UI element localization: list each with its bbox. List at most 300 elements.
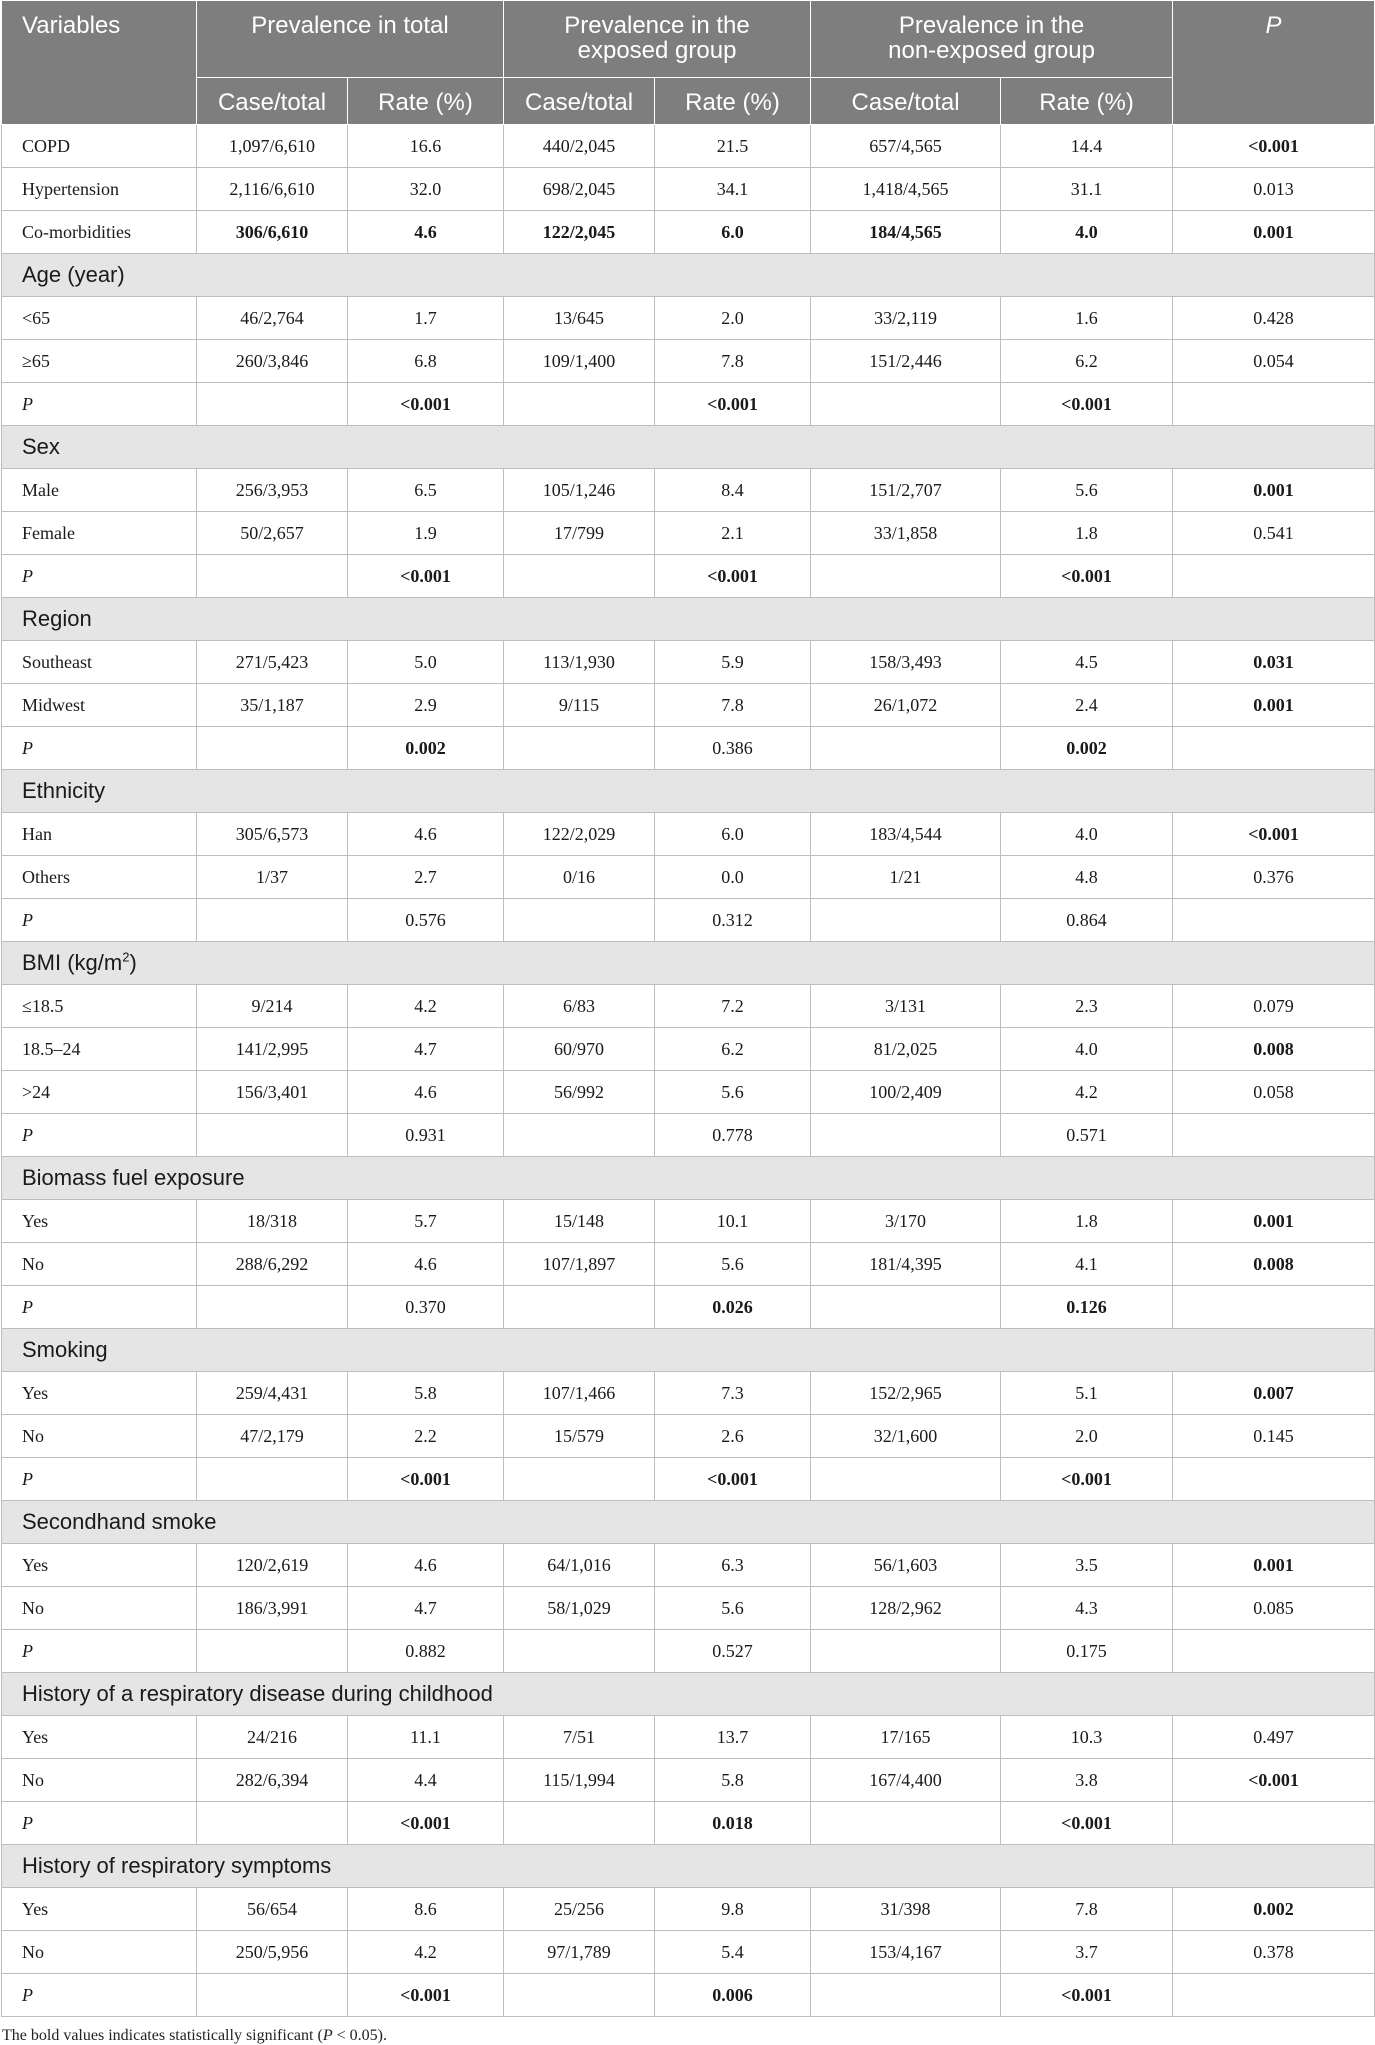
section-title: [2, 426, 1375, 469]
section-title-text: Ethnicity: [22, 778, 106, 803]
cell-r3: 2.0: [1001, 1415, 1173, 1458]
cell-r1: 4.6: [348, 1071, 504, 1114]
cell-p: 0.008: [1173, 1243, 1375, 1286]
cell-c1: 2,116/6,610: [197, 168, 348, 211]
row-label: <65: [2, 297, 197, 340]
cell-r3: 1.8: [1001, 1200, 1173, 1243]
table-row: [2, 684, 1375, 727]
cell-r1: 4.7: [348, 1587, 504, 1630]
cell-c1: [197, 899, 348, 942]
section-row: [2, 1845, 1375, 1888]
cell-r2: <0.001: [655, 383, 811, 426]
row-label: P: [2, 727, 197, 770]
cell-p: <0.001: [1173, 1759, 1375, 1802]
cell-c1: 156/3,401: [197, 1071, 348, 1114]
cell-r2: 5.6: [655, 1071, 811, 1114]
section-title-text: Age (year): [22, 262, 125, 287]
cell-r2: 0.026: [655, 1286, 811, 1329]
cell-r2: 0.778: [655, 1114, 811, 1157]
section-title-text: BMI (kg/m: [22, 950, 123, 975]
cell-c2: 60/970: [504, 1028, 655, 1071]
table-row: [2, 555, 1375, 598]
table-row: [2, 856, 1375, 899]
cell-c1: 305/6,573: [197, 813, 348, 856]
row-label: No: [2, 1587, 197, 1630]
cell-c1: [197, 1458, 348, 1501]
row-label: P: [2, 555, 197, 598]
cell-r3: <0.001: [1001, 1458, 1173, 1501]
cell-c2: [504, 1974, 655, 2017]
cell-c1: 1/37: [197, 856, 348, 899]
row-label: >24: [2, 1071, 197, 1114]
cell-c2: 113/1,930: [504, 641, 655, 684]
cell-r3: 10.3: [1001, 1716, 1173, 1759]
cell-p: 0.054: [1173, 340, 1375, 383]
cell-r2: 0.0: [655, 856, 811, 899]
cell-c2: [504, 555, 655, 598]
cell-c1: 120/2,619: [197, 1544, 348, 1587]
section-row: [2, 1501, 1375, 1544]
cell-r3: 3.8: [1001, 1759, 1173, 1802]
cell-r2: 5.8: [655, 1759, 811, 1802]
cell-r1: <0.001: [348, 1974, 504, 2017]
cell-c1: 250/5,956: [197, 1931, 348, 1974]
cell-c3: 167/4,400: [811, 1759, 1001, 1802]
row-label: P: [2, 1630, 197, 1673]
cell-c2: 107/1,466: [504, 1372, 655, 1415]
cell-c3: 153/4,167: [811, 1931, 1001, 1974]
cell-c3: 100/2,409: [811, 1071, 1001, 1114]
section-title-text: Biomass fuel exposure: [22, 1165, 245, 1190]
table-body: [2, 125, 1375, 2017]
row-label: P: [2, 1114, 197, 1157]
cell-c2: [504, 1286, 655, 1329]
cell-r3: 31.1: [1001, 168, 1173, 211]
table-row: [2, 1071, 1375, 1114]
cell-c1: [197, 1286, 348, 1329]
row-label: Yes: [2, 1716, 197, 1759]
cell-r1: 16.6: [348, 125, 504, 168]
section-row: [2, 770, 1375, 813]
cell-p: [1173, 1114, 1375, 1157]
cell-r2: 13.7: [655, 1716, 811, 1759]
cell-r1: 1.7: [348, 297, 504, 340]
cell-r3: 4.5: [1001, 641, 1173, 684]
cell-r3: 4.0: [1001, 813, 1173, 856]
section-title: [2, 1845, 1375, 1888]
cell-c3: 3/170: [811, 1200, 1001, 1243]
cell-c2: 0/16: [504, 856, 655, 899]
cell-r1: 0.882: [348, 1630, 504, 1673]
cell-r3: <0.001: [1001, 555, 1173, 598]
cell-r2: 6.3: [655, 1544, 811, 1587]
cell-c2: 58/1,029: [504, 1587, 655, 1630]
cell-c2: [504, 899, 655, 942]
cell-c2: 7/51: [504, 1716, 655, 1759]
cell-r3: <0.001: [1001, 383, 1173, 426]
cell-c1: [197, 1974, 348, 2017]
row-label: Yes: [2, 1200, 197, 1243]
section-title: [2, 1501, 1375, 1544]
cell-c3: 657/4,565: [811, 125, 1001, 168]
cell-r2: 6.2: [655, 1028, 811, 1071]
cell-r2: 10.1: [655, 1200, 811, 1243]
cell-c2: 15/579: [504, 1415, 655, 1458]
cell-p: 0.007: [1173, 1372, 1375, 1415]
cell-c2: 9/115: [504, 684, 655, 727]
cell-c1: 1,097/6,610: [197, 125, 348, 168]
row-label: Yes: [2, 1544, 197, 1587]
cell-r2: 2.0: [655, 297, 811, 340]
prevalence-table: [1, 0, 1375, 2017]
cell-p: <0.001: [1173, 813, 1375, 856]
table-row: [2, 1028, 1375, 1071]
table-row: [2, 1587, 1375, 1630]
cell-p: 0.085: [1173, 1587, 1375, 1630]
cell-r3: <0.001: [1001, 1974, 1173, 2017]
cell-r3: 4.0: [1001, 211, 1173, 254]
cell-r3: 4.8: [1001, 856, 1173, 899]
table-row: [2, 727, 1375, 770]
cell-c2: [504, 727, 655, 770]
cell-r1: 6.5: [348, 469, 504, 512]
row-label: Others: [2, 856, 197, 899]
cell-p: 0.031: [1173, 641, 1375, 684]
header-nonexposed: [811, 1, 1173, 78]
cell-r1: 0.576: [348, 899, 504, 942]
section-row: [2, 426, 1375, 469]
row-label: P: [2, 1974, 197, 2017]
row-label: Midwest: [2, 684, 197, 727]
table-row: [2, 512, 1375, 555]
cell-c3: [811, 727, 1001, 770]
table-row: [2, 211, 1375, 254]
table-row: [2, 1544, 1375, 1587]
section-row: [2, 598, 1375, 641]
cell-c1: 186/3,991: [197, 1587, 348, 1630]
row-label: No: [2, 1931, 197, 1974]
cell-c3: 56/1,603: [811, 1544, 1001, 1587]
section-title-text: History of a respiratory disease during childhood: [22, 1681, 493, 1706]
cell-r3: 0.571: [1001, 1114, 1173, 1157]
cell-r3: 5.6: [1001, 469, 1173, 512]
cell-r1: 32.0: [348, 168, 504, 211]
cell-r1: 2.7: [348, 856, 504, 899]
cell-c3: 31/398: [811, 1888, 1001, 1931]
cell-c3: 32/1,600: [811, 1415, 1001, 1458]
cell-r2: 7.3: [655, 1372, 811, 1415]
section-title-after: ): [129, 950, 137, 975]
cell-p: [1173, 899, 1375, 942]
cell-r1: <0.001: [348, 555, 504, 598]
header-exposed: [504, 1, 811, 78]
cell-p: [1173, 727, 1375, 770]
cell-c1: 35/1,187: [197, 684, 348, 727]
cell-c3: 184/4,565: [811, 211, 1001, 254]
cell-r1: 4.6: [348, 813, 504, 856]
section-row: [2, 942, 1375, 985]
cell-c2: 440/2,045: [504, 125, 655, 168]
header-rate: Rate (%): [1001, 78, 1173, 125]
cell-c3: [811, 1458, 1001, 1501]
cell-c1: 271/5,423: [197, 641, 348, 684]
header-p: P: [1173, 1, 1375, 125]
section-title: [2, 598, 1375, 641]
table-row: [2, 1372, 1375, 1415]
cell-r1: 5.0: [348, 641, 504, 684]
cell-r2: 2.6: [655, 1415, 811, 1458]
cell-c1: 259/4,431: [197, 1372, 348, 1415]
cell-r3: 3.5: [1001, 1544, 1173, 1587]
row-label: P: [2, 1802, 197, 1845]
cell-p: [1173, 555, 1375, 598]
cell-c3: [811, 1630, 1001, 1673]
header-case-total: Case/total: [197, 78, 348, 125]
cell-r3: 1.8: [1001, 512, 1173, 555]
cell-p: 0.428: [1173, 297, 1375, 340]
section-title: [2, 254, 1375, 297]
header-nonexposed-line2: non-exposed group: [888, 37, 1095, 64]
cell-r3: 0.126: [1001, 1286, 1173, 1329]
cell-p: 0.002: [1173, 1888, 1375, 1931]
cell-r1: <0.001: [348, 383, 504, 426]
cell-c1: 9/214: [197, 985, 348, 1028]
cell-c2: 17/799: [504, 512, 655, 555]
cell-c2: 105/1,246: [504, 469, 655, 512]
cell-r1: 2.2: [348, 1415, 504, 1458]
row-label: Han: [2, 813, 197, 856]
cell-c2: [504, 1458, 655, 1501]
cell-p: 0.001: [1173, 684, 1375, 727]
table-row: [2, 1200, 1375, 1243]
cell-c2: [504, 1802, 655, 1845]
row-label: ≥65: [2, 340, 197, 383]
cell-c1: 47/2,179: [197, 1415, 348, 1458]
row-label: Yes: [2, 1888, 197, 1931]
cell-r2: 8.4: [655, 469, 811, 512]
cell-r3: 2.4: [1001, 684, 1173, 727]
cell-c2: [504, 1630, 655, 1673]
row-label: P: [2, 1286, 197, 1329]
row-label: No: [2, 1415, 197, 1458]
cell-p: 0.497: [1173, 1716, 1375, 1759]
table-row: [2, 1802, 1375, 1845]
cell-r3: 4.0: [1001, 1028, 1173, 1071]
cell-r3: 4.2: [1001, 1071, 1173, 1114]
cell-r1: 4.6: [348, 1544, 504, 1587]
cell-c3: [811, 1286, 1001, 1329]
cell-r2: 7.2: [655, 985, 811, 1028]
cell-c3: 183/4,544: [811, 813, 1001, 856]
cell-c2: 122/2,045: [504, 211, 655, 254]
cell-r2: 0.018: [655, 1802, 811, 1845]
cell-c3: [811, 1114, 1001, 1157]
section-title: [2, 1157, 1375, 1200]
cell-r1: 2.9: [348, 684, 504, 727]
footnote: [0, 2017, 1375, 2045]
cell-p: [1173, 1974, 1375, 2017]
cell-p: 0.001: [1173, 211, 1375, 254]
footnote-p: P: [322, 2027, 333, 2044]
cell-c3: 33/2,119: [811, 297, 1001, 340]
cell-c2: 107/1,897: [504, 1243, 655, 1286]
cell-p: 0.013: [1173, 168, 1375, 211]
header-case-total: Case/total: [811, 78, 1001, 125]
cell-r1: 5.8: [348, 1372, 504, 1415]
row-label: ≤18.5: [2, 985, 197, 1028]
cell-c3: 151/2,707: [811, 469, 1001, 512]
cell-r1: 0.931: [348, 1114, 504, 1157]
cell-c1: 260/3,846: [197, 340, 348, 383]
cell-c1: [197, 727, 348, 770]
cell-r3: 4.3: [1001, 1587, 1173, 1630]
cell-c1: [197, 383, 348, 426]
row-label: P: [2, 1458, 197, 1501]
cell-r2: 5.6: [655, 1587, 811, 1630]
cell-r1: 0.370: [348, 1286, 504, 1329]
cell-r1: 0.002: [348, 727, 504, 770]
row-label: 18.5–24: [2, 1028, 197, 1071]
cell-r3: <0.001: [1001, 1802, 1173, 1845]
cell-r2: 5.4: [655, 1931, 811, 1974]
cell-c3: 181/4,395: [811, 1243, 1001, 1286]
table-row: [2, 1759, 1375, 1802]
cell-r1: <0.001: [348, 1458, 504, 1501]
cell-c1: [197, 1114, 348, 1157]
table-row: [2, 1931, 1375, 1974]
cell-r3: 5.1: [1001, 1372, 1173, 1415]
cell-p: 0.008: [1173, 1028, 1375, 1071]
header-rate: Rate (%): [348, 78, 504, 125]
cell-c3: [811, 1802, 1001, 1845]
row-label: No: [2, 1759, 197, 1802]
cell-r3: 1.6: [1001, 297, 1173, 340]
cell-c3: 152/2,965: [811, 1372, 1001, 1415]
cell-c3: 33/1,858: [811, 512, 1001, 555]
table-row: [2, 168, 1375, 211]
cell-c2: 122/2,029: [504, 813, 655, 856]
cell-c2: [504, 383, 655, 426]
cell-r2: 9.8: [655, 1888, 811, 1931]
cell-c1: 141/2,995: [197, 1028, 348, 1071]
header-total: Prevalence in total: [197, 1, 504, 78]
section-title-text: Region: [22, 606, 92, 631]
cell-p: 0.001: [1173, 1200, 1375, 1243]
cell-r2: 7.8: [655, 340, 811, 383]
cell-c2: 115/1,994: [504, 1759, 655, 1802]
cell-c2: 6/83: [504, 985, 655, 1028]
cell-c3: [811, 383, 1001, 426]
cell-c1: 288/6,292: [197, 1243, 348, 1286]
row-label: Yes: [2, 1372, 197, 1415]
cell-r3: 6.2: [1001, 340, 1173, 383]
footnote-after: < 0.05).: [332, 2027, 387, 2044]
header-nonexposed-line1: Prevalence in the: [898, 12, 1085, 39]
cell-c2: 13/645: [504, 297, 655, 340]
cell-c3: 3/131: [811, 985, 1001, 1028]
cell-r3: 0.864: [1001, 899, 1173, 942]
cell-c1: [197, 555, 348, 598]
cell-c3: [811, 1974, 1001, 2017]
table-row: [2, 1630, 1375, 1673]
section-title-text: History of respiratory symptoms: [22, 1853, 332, 1878]
cell-r3: 0.175: [1001, 1630, 1173, 1673]
cell-r1: 6.8: [348, 340, 504, 383]
cell-r2: 6.0: [655, 813, 811, 856]
cell-c3: 26/1,072: [811, 684, 1001, 727]
cell-p: 0.541: [1173, 512, 1375, 555]
table-row: [2, 469, 1375, 512]
cell-c3: 151/2,446: [811, 340, 1001, 383]
cell-p: [1173, 1630, 1375, 1673]
section-row: [2, 1157, 1375, 1200]
table-row: [2, 1974, 1375, 2017]
cell-r1: 4.2: [348, 1931, 504, 1974]
cell-r3: 3.7: [1001, 1931, 1173, 1974]
section-title-text: Smoking: [22, 1337, 108, 1362]
cell-r2: 0.312: [655, 899, 811, 942]
table-row: [2, 813, 1375, 856]
cell-p: 0.001: [1173, 1544, 1375, 1587]
cell-c3: [811, 899, 1001, 942]
section-title-text: Secondhand smoke: [22, 1509, 217, 1534]
cell-p: <0.001: [1173, 125, 1375, 168]
cell-p: 0.378: [1173, 1931, 1375, 1974]
table-header: [2, 1, 1375, 125]
cell-r2: 0.386: [655, 727, 811, 770]
cell-r1: 8.6: [348, 1888, 504, 1931]
cell-c3: 17/165: [811, 1716, 1001, 1759]
cell-r2: 5.9: [655, 641, 811, 684]
table-row: [2, 383, 1375, 426]
header-exposed-line1: Prevalence in the: [564, 12, 750, 39]
section-title: [2, 770, 1375, 813]
row-label: Female: [2, 512, 197, 555]
header-rate: Rate (%): [655, 78, 811, 125]
cell-r1: 4.2: [348, 985, 504, 1028]
cell-r1: 1.9: [348, 512, 504, 555]
cell-r3: 2.3: [1001, 985, 1173, 1028]
table-row: [2, 1243, 1375, 1286]
cell-c3: 1/21: [811, 856, 1001, 899]
cell-c1: [197, 1802, 348, 1845]
table-row: [2, 899, 1375, 942]
table-row: [2, 1888, 1375, 1931]
section-row: [2, 254, 1375, 297]
cell-r2: 6.0: [655, 211, 811, 254]
cell-r2: 21.5: [655, 125, 811, 168]
footnote-before: The bold values indicates statistically significant (: [2, 2027, 323, 2044]
cell-p: 0.145: [1173, 1415, 1375, 1458]
cell-p: 0.079: [1173, 985, 1375, 1028]
cell-r1: 4.6: [348, 1243, 504, 1286]
cell-c1: 256/3,953: [197, 469, 348, 512]
cell-c2: 109/1,400: [504, 340, 655, 383]
header-exposed-line2: exposed group: [577, 37, 737, 64]
section-title-text: Sex: [22, 434, 60, 459]
cell-r2: 2.1: [655, 512, 811, 555]
cell-r2: 5.6: [655, 1243, 811, 1286]
row-label: No: [2, 1243, 197, 1286]
cell-r2: <0.001: [655, 555, 811, 598]
row-label: P: [2, 383, 197, 426]
table-row: [2, 1716, 1375, 1759]
cell-c3: 1,418/4,565: [811, 168, 1001, 211]
cell-c1: 50/2,657: [197, 512, 348, 555]
table-row: [2, 1286, 1375, 1329]
cell-c3: 81/2,025: [811, 1028, 1001, 1071]
cell-p: 0.376: [1173, 856, 1375, 899]
